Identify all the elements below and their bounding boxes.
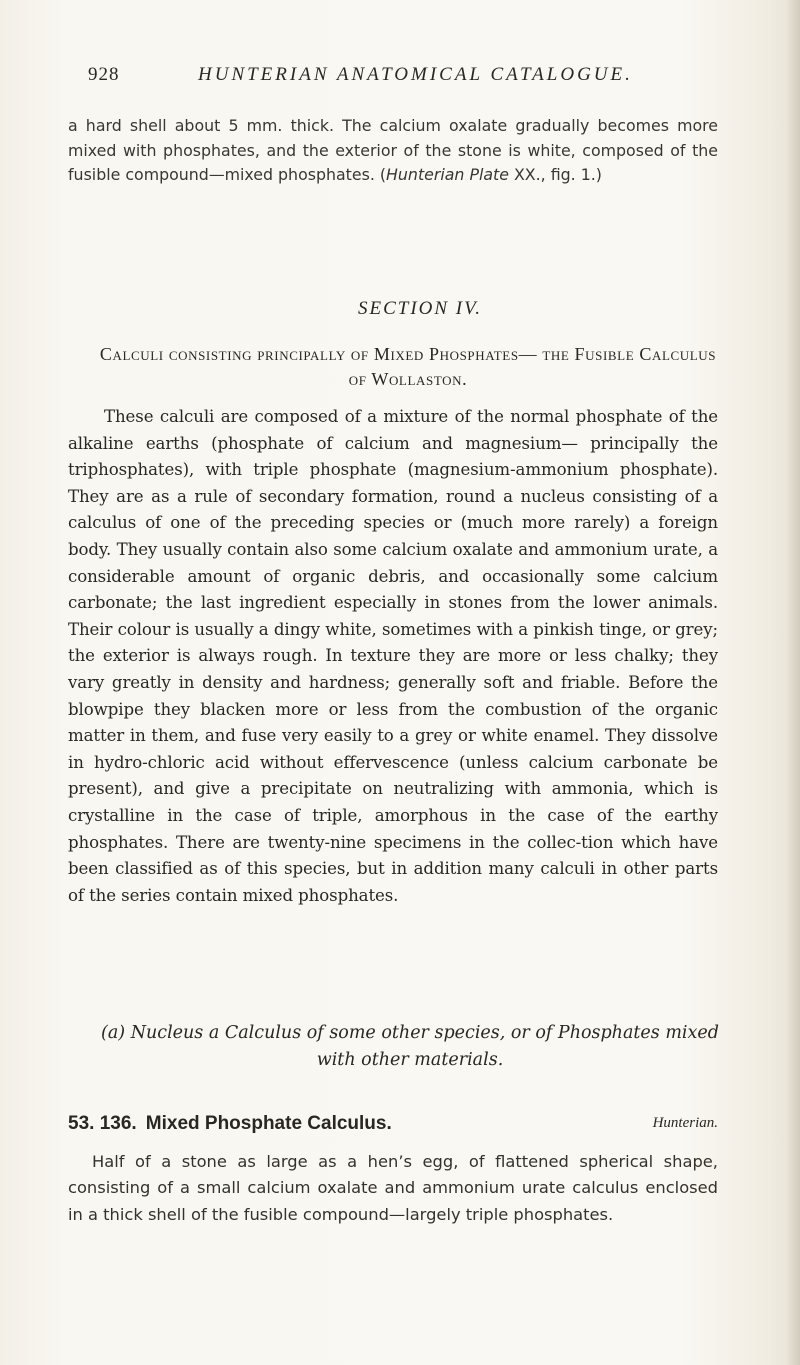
specimen-number: 53. 136. (68, 1113, 137, 1134)
intro-text: a hard shell about 5 mm. thick. The calcium oxalate gradually becomes more mixed with phosphates, and the exterior of the stone is white, composed of the fusible compound—mixed phosphates. ( (68, 116, 718, 184)
intro-text-end: XX., fig. 1.) (508, 165, 602, 184)
specimen-description: Half of a stone as large as a hen’s egg, of flattened spherical shape, consisting of a small calcium oxalate and ammonium urate calculus enclosed in a thick shell of the fusible compound—largely triple phosphates. (68, 1152, 718, 1224)
running-title: HUNTERIAN ANATOMICAL CATALOGUE. (198, 64, 633, 85)
intro-paragraph (68, 114, 718, 188)
section-title: Calculi consisting principally of Mixed Phosphates— the Fusible Calculus of Wollaston. (99, 344, 717, 389)
page-number: 928 (88, 64, 120, 85)
specimen-source: Hunterian. (652, 1115, 718, 1131)
section-body-paragraph: These calculi are composed of a mixture of the normal phosphate of the alkaline earths (phosphate of calcium and magnesium— principally the triphosphates), with triple phosphate (magnesium-ammonium phosphate). They are as a rule of secondary formation, round a nucleus consisting of a calculus of one of the preceding species or (much more rarely) a foreign body. They usually contain also some calcium oxalate and ammonium urate, a considerable amount of organic debris, and occasionally some calcium carbonate; the last ingredient especially in stones from the lower animals. Their colour is usually a dingy white, sometimes with a pinkish tinge, or grey; the exterior is always rough. In texture they are more or less chalky; they vary greatly in density and hardness; generally soft and friable. Before the blowpipe they blacken more or less from the combustion of the organic matter in them, and fuse very easily to a grey or white enamel. They dissolve in hydro-chloric acid without effervescence (unless calcium carbonate be present), and give a precipitate on neutralizing with ammonia, which is crystalline in the case of triple, amorphous in the case of the earthy phosphates. There are twenty-nine specimens in the collec-tion which have been classified as of this species, but in addition many calculi in other parts of the series contain mixed phosphates. (68, 407, 718, 905)
plate-reference: Hunterian Plate (386, 165, 509, 184)
page-edge-shadow (786, 0, 800, 1365)
specimen-title: Mixed Phosphate Calculus. (145, 1113, 392, 1134)
specimen-entry-heading (68, 1113, 718, 1143)
section-label: SECTION IV. (357, 298, 483, 319)
subsection-title: (a) Nucleus a Calculus of some other species, or of Phosphates mixed with other materials. (101, 1023, 719, 1070)
running-head (88, 64, 688, 92)
